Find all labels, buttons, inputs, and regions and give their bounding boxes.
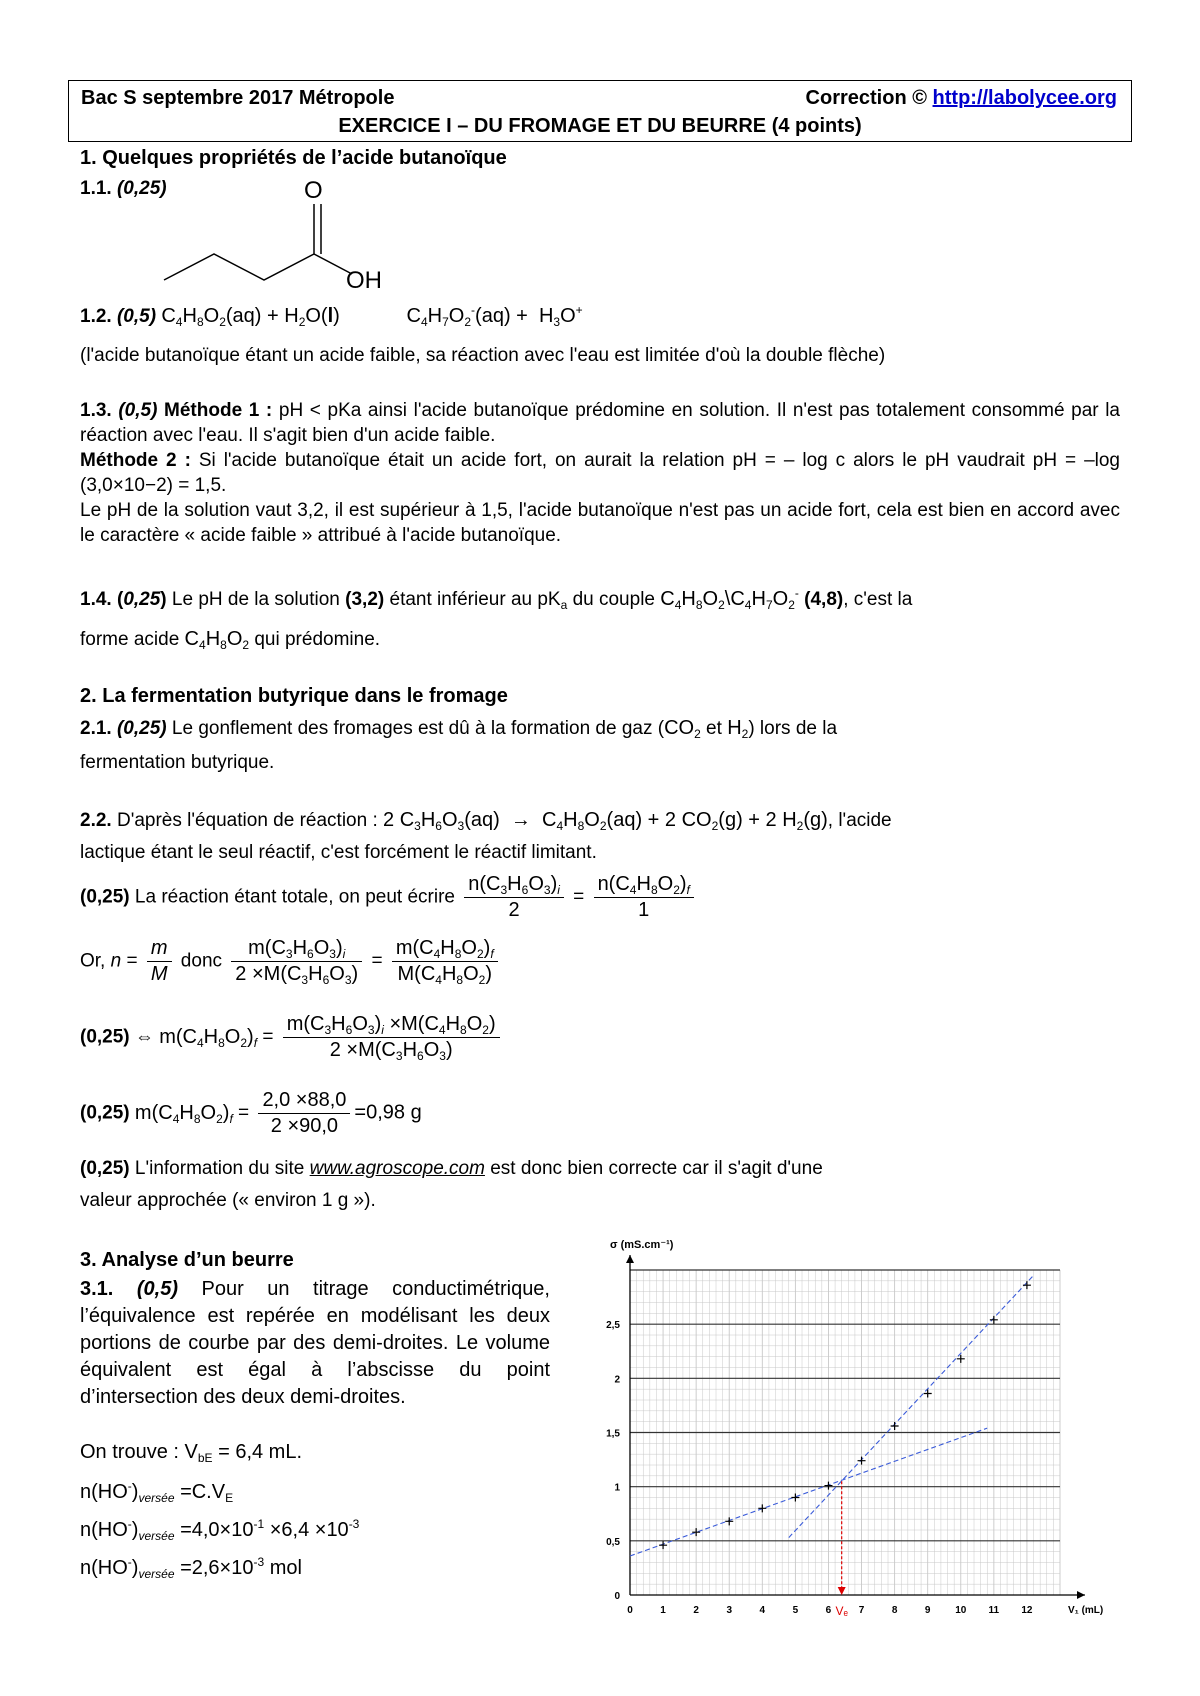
section-3-title: 3. Analyse d’un beurre — [80, 1249, 294, 1271]
x-tick-label: 2 — [693, 1605, 699, 1616]
q31-body: Pour un titrage conductimétrique, l’équivalence est repérée en modélisant les deux portions de courbe par des demi-droites. Le volume équivalent est égal à l’abscisse du point d’intersection des deux demi-droites. — [80, 1278, 550, 1408]
x-tick-label: 12 — [1021, 1605, 1033, 1616]
y-tick-label: 2,5 — [606, 1320, 620, 1332]
data-point — [659, 1541, 667, 1549]
q22-text-b: , l'acide — [827, 810, 892, 831]
q31-text — [80, 1276, 550, 1411]
q21-num: 2.1. — [80, 718, 112, 739]
q22-conclusion-a: L'information du site — [129, 1158, 310, 1179]
q22-eq2: Or, n = $\frac{m}{M}$ donc $\frac{m(C_3H_6O_3)_i}{2 \times M(C_3H_6O_3)}$ = $\frac{m(C_4H_8O_2)_f}{M(C_4H_8O_2)}$ — [80, 936, 502, 987]
header-correction — [806, 87, 1117, 110]
q22-conclusion-line2: valeur approchée (« environ 1 g »). — [80, 1190, 376, 1211]
q13-method1 — [80, 398, 1120, 448]
q21-et: et — [706, 718, 722, 739]
q22-eq4-points: (0,25) — [80, 1102, 130, 1124]
data-point — [990, 1316, 998, 1324]
fit-line — [789, 1275, 1034, 1537]
q22-eq1-points: (0,25) — [80, 886, 130, 908]
exercise-title: EXERCICE I – DU FROMAGE ET DU BEURRE (4 points) — [338, 115, 862, 137]
nho-line3-unit: mol — [264, 1557, 302, 1579]
x-tick-label: 6 — [825, 1605, 832, 1616]
data-point — [692, 1528, 700, 1536]
data-point — [858, 1457, 866, 1465]
x-tick-label: 10 — [955, 1605, 967, 1616]
q11-label — [80, 176, 167, 201]
q21-line1: 2.1. (0,25) Le gonflement des fromages est dû à la formation de gaz ($CO_2$ et $H_2$) lors de la — [80, 717, 838, 741]
q14-text-f: qui prédomine. — [249, 629, 381, 650]
method1-label: Méthode 1 : — [164, 400, 273, 421]
y-tick-label: 1,5 — [606, 1428, 620, 1440]
q22-conclusion-points: (0,25) — [80, 1158, 130, 1179]
nho-line3-a: =2,6×10 — [180, 1557, 254, 1579]
q11-num: 1.1. — [80, 178, 112, 199]
q21-line2: fermentation butyrique. — [80, 752, 275, 773]
header-exam: Bac S septembre 2017 Métropole — [81, 87, 395, 109]
veq-value: = 6,4 mL. — [212, 1441, 303, 1463]
y-tick-label: 2 — [614, 1374, 620, 1386]
method1-text: pH < pKa ainsi l'acide butanoïque prédomine en solution. Il n'est pas totalement consommé par la réaction avec l'eau. Il s'agit bien d'un acide faible. — [80, 400, 1120, 446]
x-axis-arrow — [1077, 1591, 1085, 1599]
carbonyl-oxygen-label: O — [304, 177, 323, 204]
q14-points: 0,25 — [123, 589, 161, 610]
q14-ph-value: (3,2) — [345, 589, 385, 610]
header-copyright: Correction © — [805, 87, 933, 109]
q14-pka-value: (4,8) — [804, 589, 844, 610]
donc-text: donc — [175, 950, 228, 972]
nho-line3: $n(HO^-)_{versée} =2,6\times 10^{-3}$ mol — [80, 1555, 302, 1581]
data-point — [1023, 1281, 1031, 1289]
titration-chart — [580, 1240, 1170, 1650]
q22-conclusion — [80, 1156, 1120, 1181]
or-text: Or, — [80, 950, 111, 972]
nho-line2: $n(HO^-)_{versée} =4,0\times 10^{-1} \times 6,4 \times 10^{-3}$ — [80, 1517, 360, 1543]
equivalence-label: Vₑ — [835, 1604, 848, 1618]
q14-line1: 1.4. (0,25) Le pH de la solution (3,2) étant inférieur au $pK_a$ du couple $C_4H_8O_2\backslash C_4H_7O_2^-$ (4,8), c'est la — [80, 586, 913, 612]
q12-equation: 1.2. (0,5) $C_4H_8O_2(aq) + H_2O(l)$ $C_4H_7O_2^-(aq) + H_3O^+$ — [80, 303, 583, 329]
q22-eq1: (0,25) La réaction étant totale, on peut écrire $\frac{n(C_3H_6O_3)_i}{2}$ = $\frac{n(C_4H_8O_2)_f}{1}$ — [80, 872, 698, 923]
q22-eq1-text: La réaction étant totale, on peut écrire — [129, 886, 461, 908]
q13-num: 1.3. — [80, 400, 112, 421]
data-point — [758, 1504, 766, 1512]
data-point — [891, 1422, 899, 1430]
y-axis-label: σ (mS.cm⁻¹) — [610, 1240, 674, 1251]
q22-eq4: (0,25) $m(C_4H_8O_2)_f$ = $\frac{2,0 \times 88,0}{2 \times 90,0}$ =0,98 g — [80, 1089, 422, 1137]
y-tick-label: 0 — [614, 1591, 620, 1602]
q14-text-e: forme acide — [80, 629, 185, 650]
q21-text-a: Le gonflement des fromages est dû à la formation de gaz ( — [166, 718, 665, 739]
data-point — [924, 1390, 932, 1398]
q14-text-c: du couple — [567, 589, 661, 610]
butanoic-acid-molecule — [160, 176, 420, 292]
q12-note: (l'acide butanoïque étant un acide faible, sa réaction avec l'eau est limitée d'où la double flèche) — [80, 345, 886, 366]
q12-points: (0,5) — [116, 306, 157, 327]
nho-line1: $n(HO^-)_{versée} =C.V_E$ — [80, 1479, 234, 1505]
x-tick-label: 1 — [660, 1605, 666, 1616]
hydroxyl-label: OH — [346, 267, 382, 292]
y-axis-arrow — [626, 1255, 634, 1263]
method2-text: Si l'acide butanoïque était un acide fort, on aurait la relation pH = – log c alors le pH vaudrait pH = –log (3,0×10−2) = 1,5. — [80, 450, 1120, 496]
q13-conclusion: Le pH de la solution vaut 3,2, il est supérieur à 1,5, l'acide butanoïque n'est pas un acide fort, cela est bien en accord avec le caractère « acide faible » attribué à l'acide butanoïque. — [80, 500, 1120, 546]
q31-points: (0,5) — [136, 1278, 178, 1300]
agroscope-link[interactable]: www.agroscope.com — [309, 1158, 485, 1179]
q31-num: 3.1. — [80, 1278, 114, 1300]
y-tick-label: 0,5 — [606, 1536, 620, 1548]
q21-text-b: ) lors de la — [748, 718, 838, 739]
data-point — [791, 1494, 799, 1502]
calc-numerator: 2,0 ×88,0 — [258, 1088, 350, 1114]
q22-line1: 2.2. D'après l'équation de réaction : 2 $C_3H_6O_3(aq) \to C_4H_8O_2(aq) + 2$ $CO_2(g) + 2$ $H_2(g)$, l'acide — [80, 809, 892, 833]
header-box — [68, 80, 1132, 142]
q22-eq3: (0,25) ⇔ $m(C_4H_8O_2)_f$ = $\frac{m(C_3H_6O_3)_i \times M(C_4H_8O_2)}{2 \times M(C_3H_6O_3)}$ — [80, 1012, 504, 1063]
x-tick-label: 5 — [792, 1605, 799, 1616]
q14-text-a: Le pH de la solution — [166, 589, 346, 610]
x-tick-label: 7 — [858, 1605, 865, 1616]
calc-result: =0,98 g — [354, 1101, 422, 1124]
on-trouve: On trouve : — [80, 1441, 185, 1463]
method2-label: Méthode 2 : — [80, 450, 191, 471]
q14-line2: forme acide $C_4H_8O_2$ qui prédomine. — [80, 628, 381, 652]
data-point — [725, 1517, 733, 1525]
q22-num: 2.2. — [80, 810, 112, 831]
q13-method2 — [80, 448, 1120, 498]
q14-text-d: , c'est la — [843, 589, 913, 610]
y-tick-label: 1 — [614, 1482, 620, 1494]
nho-line2-a: =4,0×10 — [180, 1519, 254, 1541]
calc-denominator: 2 ×90,0 — [270, 1115, 339, 1137]
x-tick-label: 3 — [726, 1605, 733, 1616]
q22-text-a: D'après l'équation de réaction : — [111, 810, 384, 831]
q12-num: 1.2. — [80, 306, 112, 327]
q22-eq3-points: (0,25) — [80, 1026, 130, 1048]
x-tick-label: 4 — [759, 1605, 766, 1616]
q11-points: (0,25) — [116, 178, 167, 199]
x-tick-label: 0 — [627, 1605, 633, 1616]
q13-points: (0,5) — [118, 400, 158, 421]
equivalence-arrow — [838, 1587, 846, 1595]
q14-num: 1.4. — [80, 589, 112, 610]
x-tick-label: 8 — [891, 1605, 898, 1616]
section-2-title: 2. La fermentation butyrique dans le fromage — [80, 685, 508, 707]
q22-line2: lactique étant le seul réactif, c'est forcément le réactif limitant. — [80, 842, 597, 863]
nho-line1-value: =C.V — [180, 1481, 226, 1503]
x-tick-label: 9 — [924, 1605, 931, 1616]
q22-conclusion-b: est donc bien correcte car il s'agit d'une — [484, 1158, 823, 1179]
data-point — [824, 1482, 832, 1490]
nho-line2-b: ×6,4 ×10 — [269, 1519, 349, 1541]
section-1-title: 1. Quelques propriétés de l’acide butanoïque — [80, 147, 507, 169]
veq-line: On trouve : $V_{bE} = 6,4$ mL. — [80, 1441, 303, 1465]
q21-points: (0,25) — [116, 718, 167, 739]
x-tick-label: 11 — [988, 1605, 1000, 1616]
q14-text-b: étant inférieur au pK — [384, 589, 561, 610]
labolycee-link[interactable]: http://labolycee.org — [932, 87, 1117, 109]
x-axis-label: V₁ (mL) — [1068, 1605, 1104, 1616]
